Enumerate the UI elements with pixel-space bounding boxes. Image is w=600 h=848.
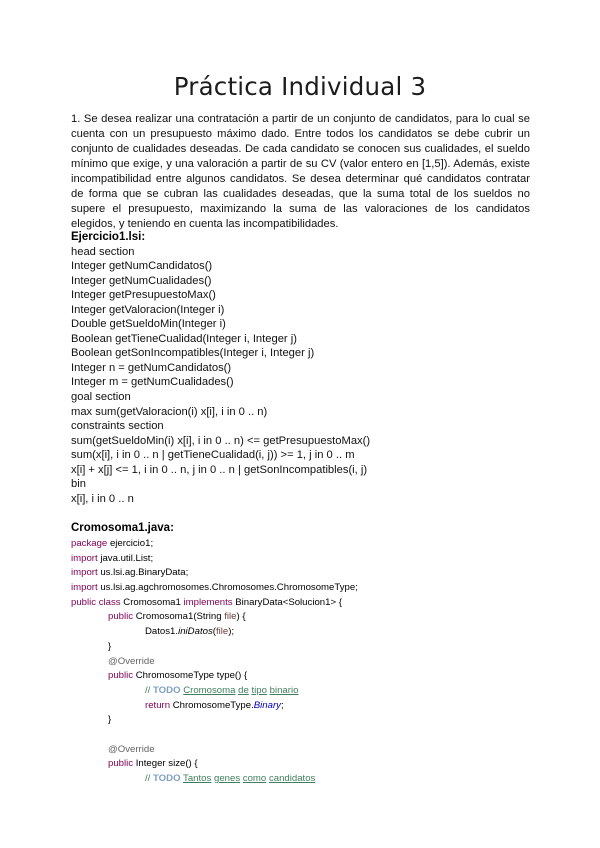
model-line: Integer getNumCualidades() (71, 274, 212, 287)
code-line-blank (71, 728, 541, 743)
model-line: x[i], i in 0 .. n (71, 492, 134, 505)
model-line: Integer n = getNumCandidatos() (71, 361, 232, 374)
comment-word: binario (269, 684, 299, 696)
code-line-comment (71, 684, 541, 699)
code-text: ejercicio1; (107, 538, 154, 549)
comment-text: // (145, 773, 153, 784)
model-line: sum(getSueldoMin(i) x[i], i in 0 .. n) <= getPresupuestoMax() (71, 434, 371, 447)
code-text: ChromosomeType. (170, 699, 254, 711)
code-line-class (71, 596, 541, 611)
code-text: ) { (236, 611, 246, 623)
keyword: import (71, 552, 98, 564)
comment-word: genes (213, 773, 241, 784)
model-line: sum(x[i], i in 0 .. n | getTieneCualidad(i, j)) >= 1, j in 0 .. m (71, 449, 355, 462)
todo-tag: TODO (153, 684, 181, 696)
model-line: Integer getValoracion(Integer i) (71, 303, 225, 316)
model-line: Integer getNumCandidatos() (71, 260, 213, 273)
code-text: ; (280, 699, 284, 711)
code-text: us.lsi.ag.BinaryData; (97, 567, 189, 579)
keyword: public (108, 611, 134, 623)
page-title: Práctica Individual 3 (173, 72, 427, 101)
param-name: file (224, 611, 237, 623)
code-line-package (71, 537, 541, 552)
code-text: BinaryData<Solucion1> { (232, 596, 342, 608)
keyword: public (71, 596, 97, 608)
code-text: us.lsi.ag.agchromosomes.Chromosomes.ChromosomeType; (97, 582, 358, 594)
comment-text: // (145, 684, 153, 696)
code-text: Integer size() { (133, 758, 198, 770)
code-line-import (71, 566, 541, 581)
code-line-import (71, 552, 541, 567)
code-line-call (71, 625, 541, 640)
java-code-block (71, 537, 541, 787)
model-line: max sum(getValoracion(i) x[i], i in 0 .. n) (71, 405, 268, 418)
comment-word: candidatos (268, 773, 316, 784)
code-line-close: } (108, 640, 112, 652)
code-line-method (71, 669, 541, 684)
code-line-import (71, 581, 541, 596)
code-line-constructor (71, 610, 541, 625)
param-name: file (215, 626, 229, 638)
keyword: class (98, 596, 121, 608)
code-line-return (71, 699, 541, 714)
comment-word: Cromosoma (183, 684, 236, 696)
model-line: bin (71, 478, 86, 491)
model-line: constraints section (71, 420, 164, 433)
code-text: java.util.List; (97, 552, 154, 564)
lsi-model (71, 230, 541, 506)
comment-word: Tantos (183, 773, 212, 784)
code-text: ); (228, 626, 235, 638)
keyword: package (71, 538, 108, 549)
model-line: Boolean getSonIncompatibles(Integer i, Integer j) (71, 347, 315, 360)
code-line-annotation: @Override (108, 655, 155, 667)
code-line-comment (71, 772, 541, 787)
keyword: implements (183, 596, 233, 608)
comment-word: como (242, 773, 267, 784)
model-line: Boolean getTieneCualidad(Integer i, Integer j) (71, 332, 297, 345)
code-text: Cromosoma1 (120, 596, 184, 608)
comment-word: de (238, 684, 249, 696)
method-name: iniDatos (178, 626, 213, 638)
code-text: ChromosomeType type() { (133, 670, 248, 682)
model-line: goal section (71, 391, 131, 404)
code-heading: Cromosoma1.java: (71, 522, 174, 534)
enum-constant: Binary (253, 699, 281, 711)
keyword: import (71, 567, 98, 579)
model-line: head section (71, 245, 135, 258)
keyword: return (145, 699, 171, 711)
keyword: public (108, 758, 134, 770)
code-line-annotation: @Override (108, 743, 155, 755)
todo-tag: TODO (153, 773, 181, 784)
exercise-heading: Ejercicio1.lsi: (71, 231, 146, 243)
code-text: Datos1. (145, 626, 179, 638)
code-line-method (71, 757, 541, 772)
comment-word: tipo (251, 684, 267, 696)
problem-statement: 1. Se desea realizar una contratación a partir de un conjunto de candidatos, para lo cual se cuenta con un presupuesto máximo dado. Entre todos los candidatos se debe cubrir un conjunto de cualidades deseadas. De cada candidato se conocen sus cualidades, el sueldo mínimo que exige, y una valoración a partir de su CV (valor entero en [1,5]). Además, existe incompatibilidad entre algunos candidatos. Se desea determinar qué candidatos contratar de forma que se cubran las cualidades deseadas, que la suma total de los sueldos no supere el presupuesto, maximizando la suma de las valoraciones de los candidatos elegidos, y teniendo en cuenta las incompatibilidades. (71, 113, 530, 230)
code-text: ( (212, 626, 216, 638)
keyword: public (108, 670, 134, 682)
keyword: import (71, 582, 98, 594)
code-line-close: } (108, 714, 112, 726)
model-line: Integer getPresupuestoMax() (71, 289, 216, 302)
model-line: x[i] + x[j] <= 1, i in 0 .. n, j in 0 .. n | getSonIncompatibles(i, j) (71, 463, 368, 476)
model-line: Integer m = getNumCualidades() (71, 376, 234, 389)
model-line: Double getSueldoMin(Integer i) (71, 318, 226, 331)
code-text: Cromosoma1(String (133, 611, 225, 623)
